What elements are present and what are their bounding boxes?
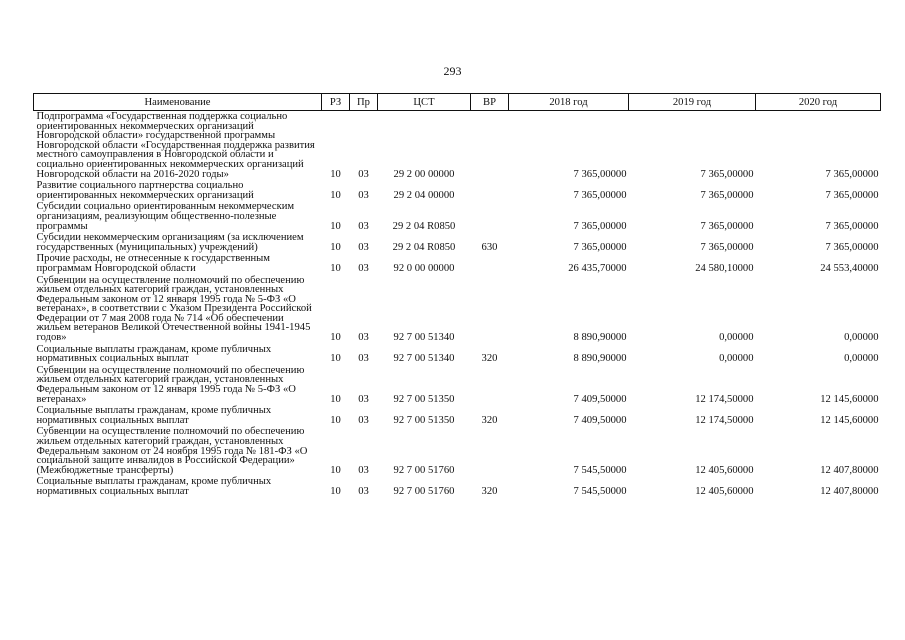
row-cst: 92 7 00 51760 — [393, 485, 455, 497]
row-name: Социальные выплаты гражданам, кроме публичных нормативных социальных выплат — [36, 343, 272, 365]
row-vr: 320 — [481, 353, 498, 365]
row-pr: 03 — [358, 464, 369, 476]
row-2018: 26 435,70000 — [568, 262, 627, 274]
header-rz: РЗ — [322, 94, 350, 111]
row-name: Прочие расходы, не отнесенные к государственным программам Новгородской области — [36, 253, 271, 274]
row-rz: 10 — [330, 414, 341, 426]
row-vr — [471, 180, 509, 201]
row-cst: 29 2 04 00000 — [393, 189, 455, 201]
row-2018: 7 545,50000 — [573, 464, 627, 476]
row-2019: 0,00000 — [719, 332, 754, 344]
row-2018: 7 365,00000 — [573, 168, 627, 180]
header-2019: 2019 год — [629, 94, 756, 111]
row-rz: 10 — [330, 189, 341, 201]
row-rz: 10 — [330, 485, 341, 497]
row-pr: 03 — [358, 189, 369, 201]
row-rz: 10 — [330, 168, 341, 180]
table-row — [34, 275, 881, 344]
row-cst: 92 7 00 51760 — [393, 464, 455, 476]
page-number: 293 — [443, 64, 462, 78]
row-cst: 29 2 00 00000 — [393, 168, 455, 180]
row-name: Подпрограмма «Государственная поддержка социально ориентированных некоммерческих организаций Новгородской области» государственной программы Новгородской области «Государственная поддержка развития местного самоуправления в Новгородской области и социально ориентированных некоммерческих организаций Новгородской области на 2016-2020 годы» — [36, 111, 315, 180]
row-2020: 7 365,00000 — [825, 241, 879, 253]
table-row — [34, 201, 881, 232]
row-pr: 03 — [358, 241, 369, 253]
row-name: Субсидии социально ориентированным некоммерческим организациям, реализующим общественно-полезные программы — [36, 201, 295, 232]
header-2018: 2018 год — [509, 94, 629, 111]
row-pr: 03 — [358, 485, 369, 497]
row-vr — [471, 426, 509, 476]
table-row — [34, 344, 881, 365]
row-vr — [471, 111, 509, 181]
row-2020: 12 145,60000 — [820, 414, 879, 426]
row-pr: 03 — [358, 414, 369, 426]
row-rz: 10 — [330, 393, 341, 405]
row-2019: 12 174,50000 — [695, 414, 754, 426]
row-2020: 7 365,00000 — [825, 168, 879, 180]
header-name: Наименование — [34, 94, 322, 111]
header-cst: ЦСТ — [378, 94, 471, 111]
row-2019: 7 365,00000 — [700, 189, 754, 201]
row-pr: 03 — [358, 262, 369, 274]
row-pr: 03 — [358, 353, 369, 365]
row-cst: 92 0 00 00000 — [393, 262, 455, 274]
row-name: Социальные выплаты гражданам, кроме публичных нормативных социальных выплат — [36, 476, 272, 497]
row-2019: 12 174,50000 — [695, 393, 754, 405]
row-2019: 7 365,00000 — [700, 241, 754, 253]
row-2020: 24 553,40000 — [820, 262, 879, 274]
row-2018: 8 890,90000 — [573, 332, 627, 344]
row-name: Субвенции на осуществление полномочий по обеспечению жильем отдельных категорий граждан, установленных Федеральным законом от 24 ноября 1995 года № 181-ФЗ «О социальной защите инвалидов в Российской Федерации» (Межбюджетные трансферты) — [36, 426, 308, 476]
table-row — [34, 111, 881, 181]
row-vr: 320 — [481, 485, 498, 497]
row-2019: 24 580,10000 — [695, 262, 754, 274]
row-name: Социальные выплаты гражданам, кроме публичных нормативных социальных выплат — [36, 405, 272, 426]
row-2018: 7 365,00000 — [573, 220, 627, 232]
row-cst: 29 2 04 R0850 — [392, 241, 456, 253]
row-vr — [471, 201, 509, 232]
table-row — [34, 426, 881, 476]
row-vr — [471, 253, 509, 274]
row-2018: 7 545,50000 — [573, 485, 627, 497]
row-2020: 12 407,80000 — [820, 464, 879, 476]
row-2019: 12 405,60000 — [695, 464, 754, 476]
row-cst: 92 7 00 51340 — [393, 353, 455, 365]
row-2019: 7 365,00000 — [700, 220, 754, 232]
row-rz: 10 — [330, 241, 341, 253]
row-2018: 8 890,90000 — [573, 353, 627, 365]
budget-table — [33, 93, 881, 498]
row-rz: 10 — [330, 262, 341, 274]
row-2018: 7 365,00000 — [573, 189, 627, 201]
row-2019: 12 405,60000 — [695, 485, 754, 497]
header-vr: ВР — [471, 94, 509, 111]
row-2020: 0,00000 — [844, 353, 879, 365]
row-cst: 92 7 00 51350 — [393, 414, 455, 426]
row-2019: 7 365,00000 — [700, 168, 754, 180]
row-name: Субвенции на осуществление полномочий по обеспечению жильем отдельных категорий граждан, установленных Федеральным законом от 12 января 1995 года № 5-ФЗ «О ветеранах», в соответствии с Указом Президента Российской Федерации от 7 мая 2008 года № 714 «Об обеспечении жильем ветеранов Великой Отечественной войны 1941-1945 годов» — [36, 274, 312, 344]
row-2020: 12 407,80000 — [820, 485, 879, 497]
row-pr: 03 — [358, 332, 369, 344]
row-rz: 10 — [330, 353, 341, 365]
row-pr: 03 — [358, 168, 369, 180]
row-vr: 630 — [481, 241, 498, 253]
header-pr: Пр — [350, 94, 378, 111]
row-rz: 10 — [330, 464, 341, 476]
row-cst: 92 7 00 51340 — [393, 332, 455, 344]
row-2018: 7 409,50000 — [573, 414, 627, 426]
row-2020: 12 145,60000 — [820, 393, 879, 405]
row-2020: 0,00000 — [844, 332, 879, 344]
row-vr: 320 — [481, 414, 498, 426]
header-2020: 2020 год — [756, 94, 881, 111]
row-2020: 7 365,00000 — [825, 220, 879, 232]
row-cst: 92 7 00 51350 — [393, 393, 455, 405]
row-2018: 7 409,50000 — [573, 393, 627, 405]
table-row — [34, 476, 881, 497]
table-row — [34, 253, 881, 274]
table-row — [34, 180, 881, 201]
row-2019: 0,00000 — [719, 353, 754, 365]
row-name: Субвенции на осуществление полномочий по обеспечению жильем отдельных категорий граждан, установленных Федеральным законом от 12 января 1995 года № 5-ФЗ «О ветеранах» — [36, 364, 305, 405]
table-row — [34, 365, 881, 405]
row-pr: 03 — [358, 393, 369, 405]
table-header-row — [34, 94, 881, 111]
row-name: Развитие социального партнерства социально ориентированных некоммерческих организаций — [36, 180, 254, 201]
row-vr — [471, 365, 509, 405]
row-vr — [471, 275, 509, 344]
row-name: Субсидии некоммерческим организациям (за исключением государственных (муниципальных) учреждений) — [36, 232, 304, 253]
table-row — [34, 232, 881, 253]
row-2018: 7 365,00000 — [573, 241, 627, 253]
row-2020: 7 365,00000 — [825, 189, 879, 201]
row-pr: 03 — [358, 220, 369, 232]
row-cst: 29 2 04 R0850 — [392, 220, 456, 232]
table-row — [34, 405, 881, 426]
row-rz: 10 — [330, 220, 341, 232]
row-rz: 10 — [330, 332, 341, 344]
